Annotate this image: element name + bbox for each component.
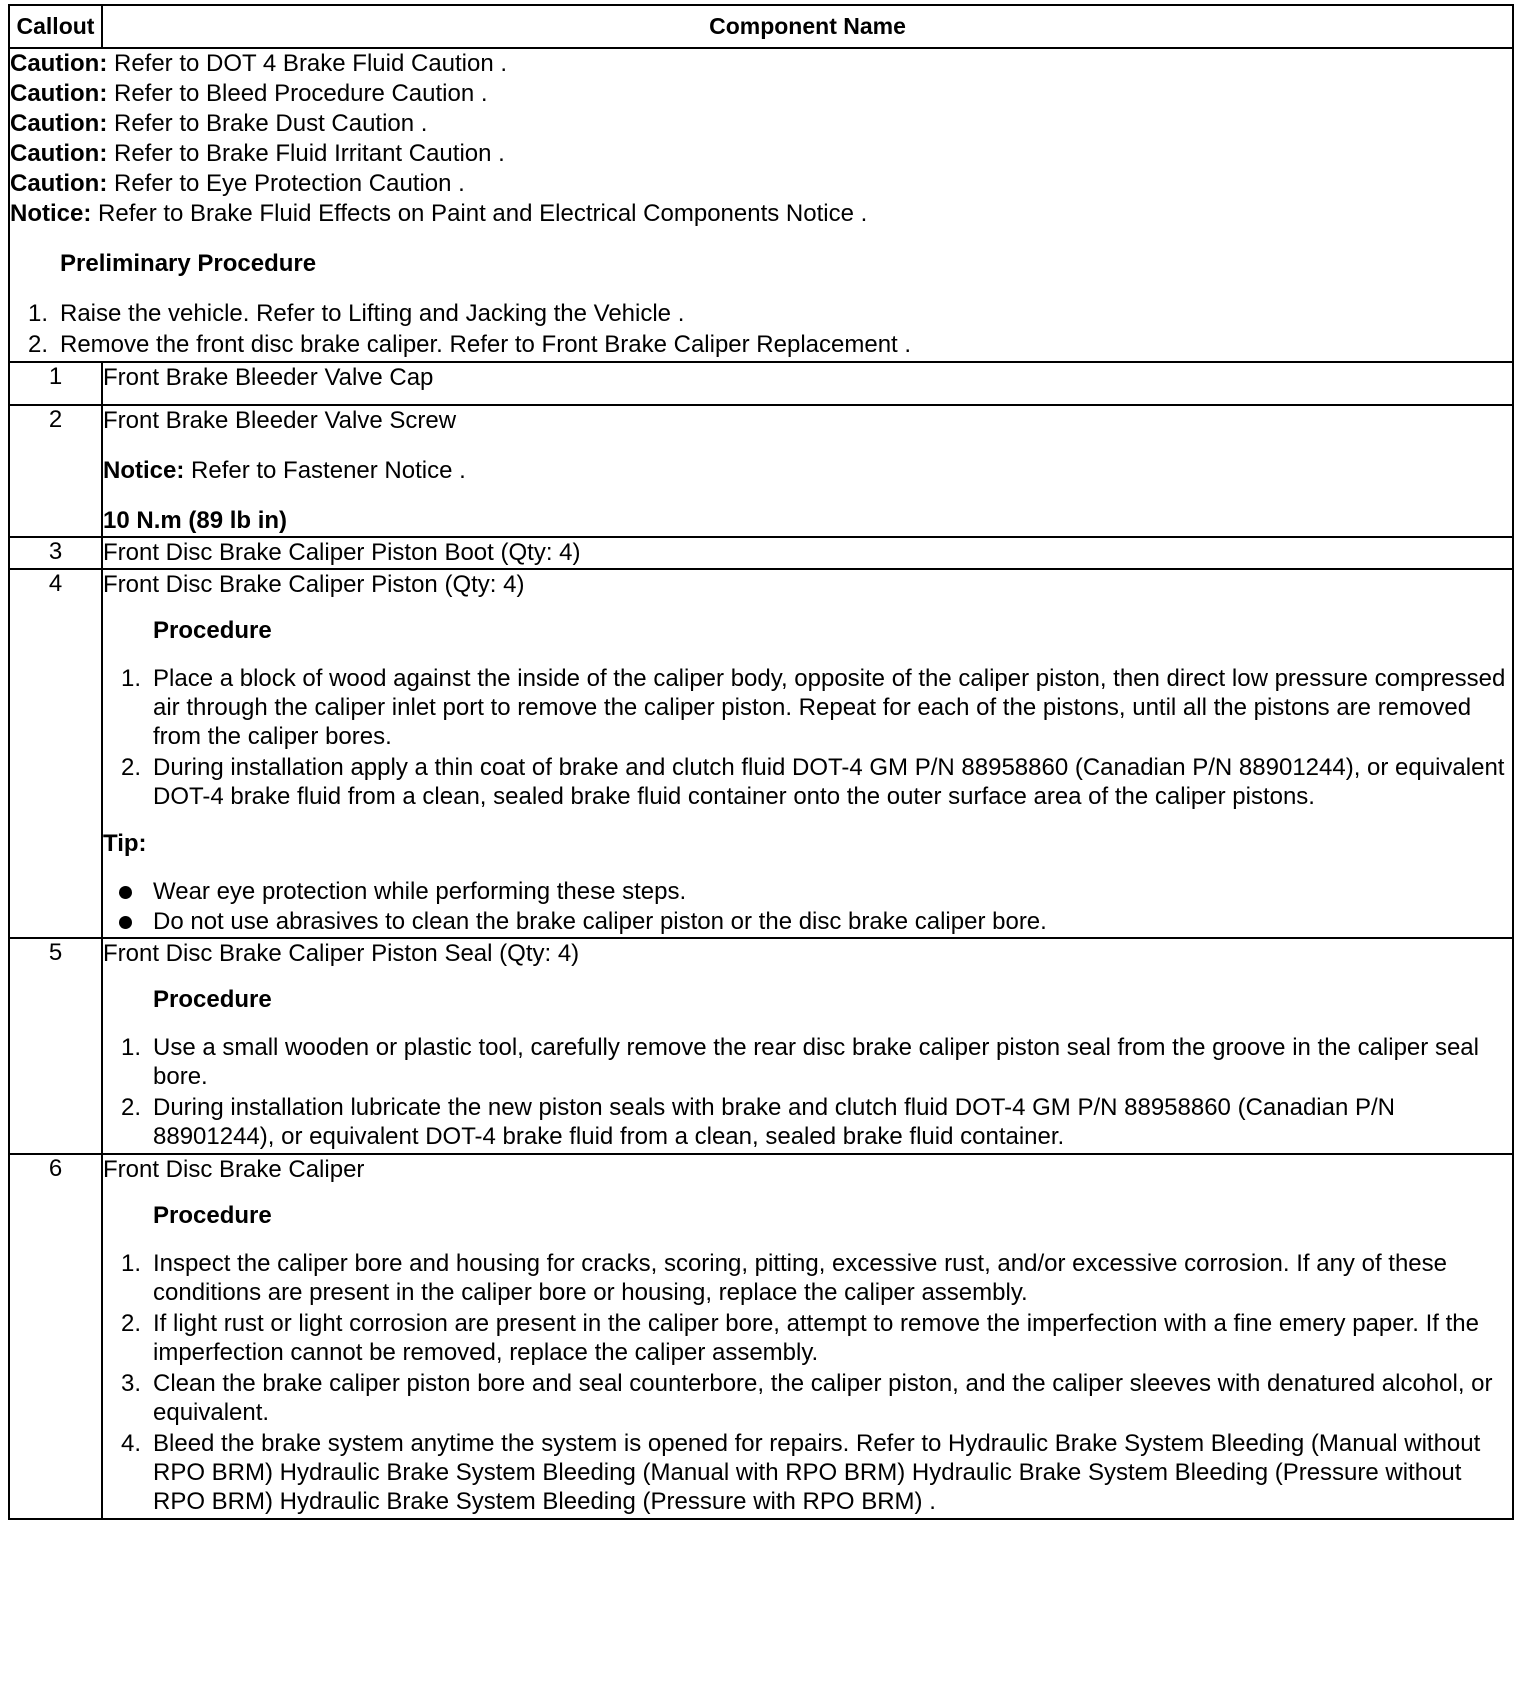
caution-label: Caution: <box>10 50 108 77</box>
tip-text: Wear eye protection while performing these steps. <box>153 878 687 905</box>
step-text: Place a block of wood against the inside of the caliper body, opposite of the caliper piston, then direct low pressure compressed air through the caliper inlet port to remove the caliper piston. Repeat for each of the pistons, until all the pistons are removed from the caliper bores. <box>153 665 1506 750</box>
procedure-steps <box>103 1249 1512 1516</box>
procedure-heading: Procedure <box>153 1202 272 1229</box>
callout-cell: 2 <box>9 405 102 537</box>
step-text: Clean the brake caliper piston bore and seal counterbore, the caliper piston, and the caliper sleeves with denatured alcohol, or equivalent. <box>153 1370 1493 1426</box>
step-number: 4. <box>120 1430 141 1457</box>
step-number: 2. <box>120 1094 141 1121</box>
notice-line <box>103 456 1512 486</box>
component-name: Front Disc Brake Caliper Piston Boot (Qty: 4) <box>103 539 581 566</box>
procedure-heading: Procedure <box>153 986 272 1013</box>
table-row <box>9 405 1513 537</box>
component-cell <box>102 938 1513 1154</box>
step-number: 3. <box>120 1370 141 1397</box>
step-text: Remove the front disc brake caliper. Refer to Front Brake Caliper Replacement . <box>60 331 912 358</box>
callout-cell: 3 <box>9 537 102 569</box>
tip-text: Do not use abrasives to clean the brake caliper piston or the disc brake caliper bore. <box>153 908 1047 935</box>
list-item <box>103 877 1512 907</box>
component-name: Front Brake Bleeder Valve Screw <box>103 407 457 434</box>
notice-label: Notice: <box>10 200 92 227</box>
step-text: Inspect the caliper bore and housing for cracks, scoring, pitting, excessive rust, and/or excessive corrosion. If any of these conditions are present in the caliper bore or housing, replace the caliper assembly. <box>153 1250 1447 1306</box>
bullet-icon <box>119 916 132 929</box>
bullet-icon <box>119 886 132 899</box>
preliminary-procedure-heading: Preliminary Procedure <box>60 250 317 277</box>
list-item <box>103 1309 1512 1367</box>
tip-label: Tip: <box>103 830 147 857</box>
callout-cell: 4 <box>9 569 102 938</box>
component-cell <box>102 362 1513 405</box>
step-number: 1. <box>27 300 48 327</box>
torque-spec: 10 N.m (89 lb in) <box>103 507 288 534</box>
step-text: Bleed the brake system anytime the system is opened for repairs. Refer to Hydraulic Brake System Bleeding (Manual without RPO BRM) Hydraulic Brake System Bleeding (Manual with RPO BRM) Hydraulic Brake System Bleeding (Pressure without RPO BRM) Hydraulic Brake System Bleeding (Pressure with RPO BRM) . <box>153 1430 1481 1515</box>
list-item <box>103 1033 1512 1091</box>
step-number: 1. <box>120 1034 141 1061</box>
component-cell <box>102 537 1513 569</box>
procedure-steps <box>103 1033 1512 1151</box>
list-item <box>103 1369 1512 1427</box>
caution-text: Refer to Eye Protection Caution . <box>107 170 465 197</box>
preliminary-steps <box>10 299 1512 359</box>
list-item <box>10 330 1512 359</box>
component-table <box>8 4 1514 1520</box>
caution-text: Refer to Brake Fluid Irritant Caution . <box>107 140 505 167</box>
component-cell <box>102 405 1513 537</box>
list-item <box>103 1093 1512 1151</box>
callout-cell: 1 <box>9 362 102 405</box>
list-item <box>103 1249 1512 1307</box>
list-item <box>103 1429 1512 1516</box>
caution-line <box>10 109 1512 139</box>
step-number: 1. <box>120 665 141 692</box>
table-row <box>9 537 1513 569</box>
caution-label: Caution: <box>10 140 108 167</box>
component-name: Front Brake Bleeder Valve Cap <box>103 364 434 391</box>
list-item <box>103 753 1512 811</box>
caution-label: Caution: <box>10 80 108 107</box>
caution-text: Refer to DOT 4 Brake Fluid Caution . <box>107 50 508 77</box>
caution-line <box>10 169 1512 199</box>
caution-line <box>10 79 1512 109</box>
table-row <box>9 362 1513 405</box>
notice-line <box>10 199 1512 229</box>
caution-text: Refer to Brake Dust Caution . <box>107 110 428 137</box>
notice-text: Refer to Fastener Notice . <box>184 457 466 484</box>
notice-text: Refer to Brake Fluid Effects on Paint and Electrical Components Notice . <box>91 200 868 227</box>
table-row <box>9 1154 1513 1519</box>
table-row <box>9 569 1513 938</box>
list-item <box>103 664 1512 751</box>
component-name: Front Disc Brake Caliper <box>103 1156 365 1183</box>
caution-text: Refer to Bleed Procedure Caution . <box>107 80 488 107</box>
intro-cell <box>9 48 1513 362</box>
step-number: 2. <box>120 1310 141 1337</box>
caution-line <box>10 49 1512 79</box>
callout-header: Callout <box>9 5 102 48</box>
component-name: Front Disc Brake Caliper Piston Seal (Qty: 4) <box>103 940 580 967</box>
component-cell <box>102 1154 1513 1519</box>
list-item <box>103 907 1512 937</box>
step-text: If light rust or light corrosion are present in the caliper bore, attempt to remove the imperfection with a fine emery paper. If the imperfection cannot be removed, replace the caliper assembly. <box>153 1310 1479 1366</box>
caution-line <box>10 139 1512 169</box>
callout-cell: 5 <box>9 938 102 1154</box>
caution-label: Caution: <box>10 110 108 137</box>
component-name-header: Component Name <box>102 5 1513 48</box>
step-number: 2. <box>27 331 48 358</box>
step-text: During installation apply a thin coat of brake and clutch fluid DOT-4 GM P/N 88958860 (Canadian P/N 88901244), or equivalent DOT-4 brake fluid from a clean, sealed brake fluid container onto the outer surface area of the caliper pistons. <box>153 754 1505 810</box>
component-cell <box>102 569 1513 938</box>
step-number: 1. <box>120 1250 141 1277</box>
procedure-heading: Procedure <box>153 617 272 644</box>
procedure-steps <box>103 664 1512 811</box>
step-text: Raise the vehicle. Refer to Lifting and Jacking the Vehicle . <box>60 300 685 327</box>
callout-cell: 6 <box>9 1154 102 1519</box>
step-number: 2. <box>120 754 141 781</box>
tip-list <box>103 877 1512 937</box>
component-name: Front Disc Brake Caliper Piston (Qty: 4) <box>103 571 525 598</box>
list-item <box>10 299 1512 328</box>
step-text: Use a small wooden or plastic tool, carefully remove the rear disc brake caliper piston seal from the groove in the caliper seal bore. <box>153 1034 1479 1090</box>
notice-label: Notice: <box>103 457 185 484</box>
table-header-row <box>9 5 1513 48</box>
intro-row <box>9 48 1513 362</box>
caution-label: Caution: <box>10 170 108 197</box>
table-row <box>9 938 1513 1154</box>
step-text: During installation lubricate the new piston seals with brake and clutch fluid DOT-4 GM P/N 88958860 (Canadian P/N 88901244), or equivalent DOT-4 brake fluid from a clean, sealed brake fluid container. <box>153 1094 1395 1150</box>
